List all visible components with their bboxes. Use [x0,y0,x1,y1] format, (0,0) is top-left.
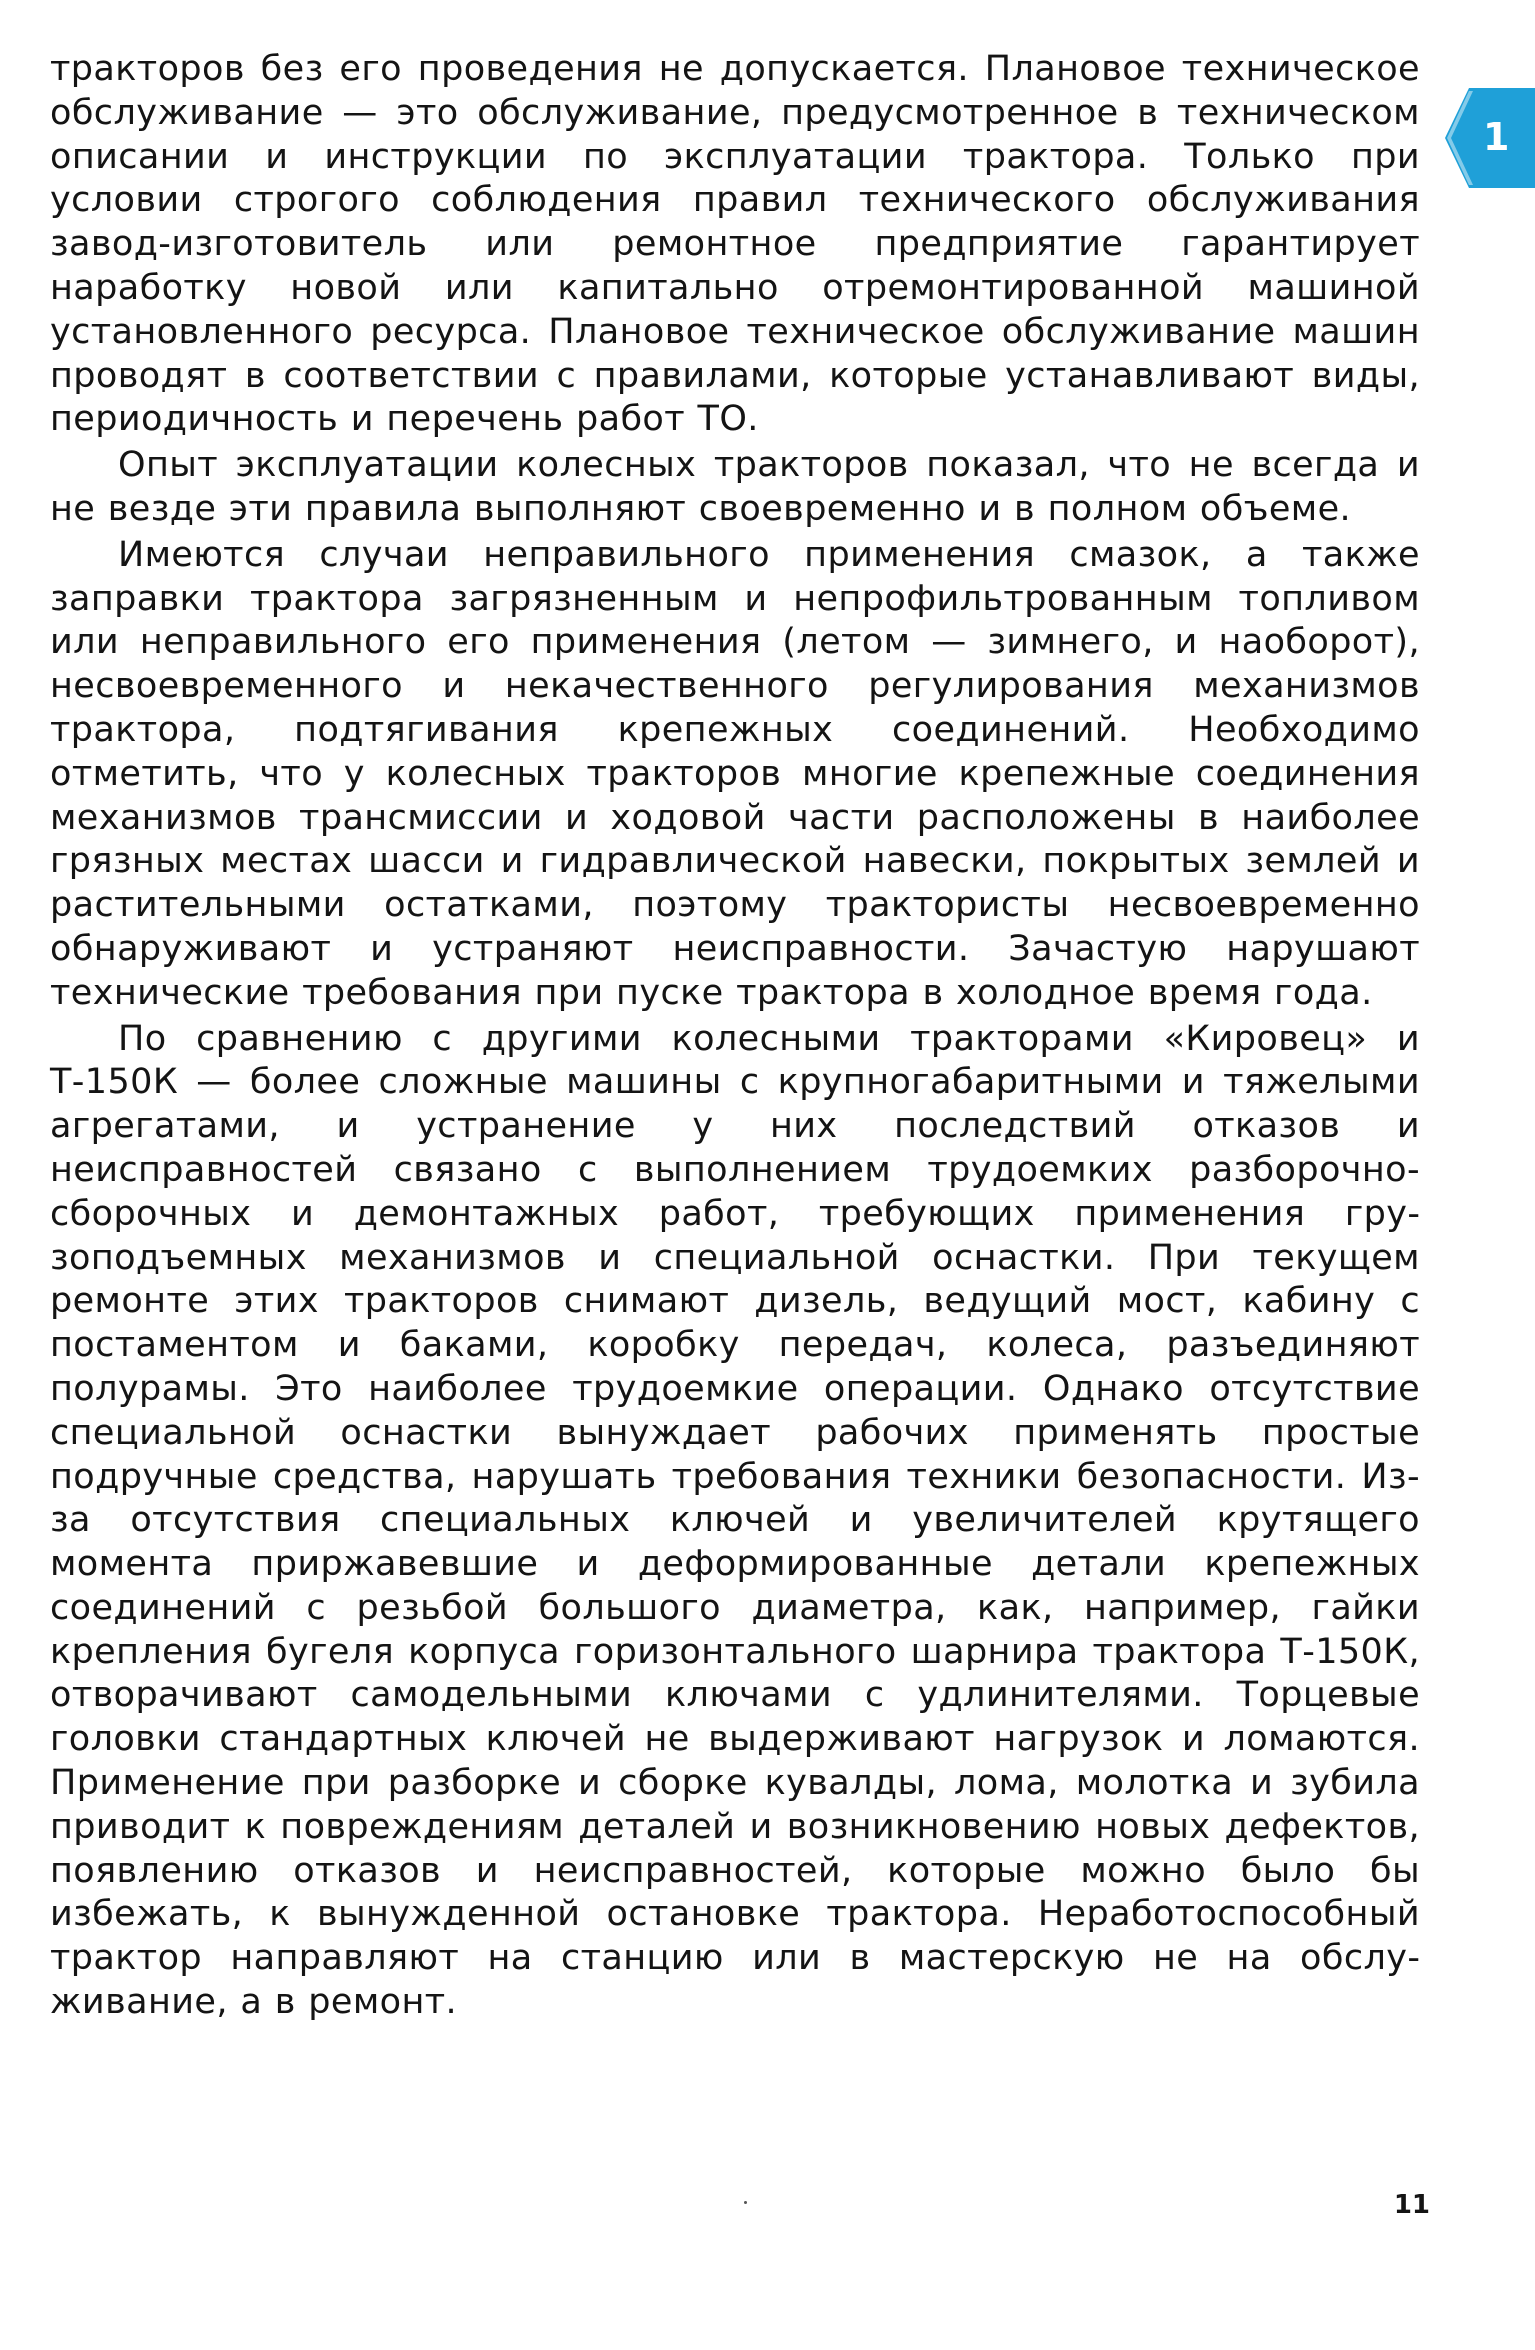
paragraph-1: тракторов без его проведения не допускается. Плановое техническое обслуживание — это обслуживание, предусмотренное в техническом описании и инструкции по эксплуатации трактора. Только при условии строгого соблюдения правил технического обслуживания завод-изготовитель или ремонтное предприятие гарантирует наработку новой или капитально отремонтированной машиной установленного ресурса. Плановое техническое обслуживание машин проводят в соответствии с правилами, которые устанавливают виды, периодичность и перечень работ ТО. [50,49,1420,440]
print-speck [744,2201,747,2204]
page-number: 11 [1393,2190,1430,2220]
chapter-tab [1445,88,1535,188]
paragraph-3: Имеются случаи неправильного применения смазок, а также заправки трактора загрязненным и непрофильтрованным топливом или неправильного его применения (летом — зимнего, и наоборот), несвоевременного и некачественного регулирования механизмов трактора, подтягивания крепежных соединений. Необходимо отметить, что у колесных тракторов многие крепежные соединения механизмов трансмиссии и ходовой части расположены в наиболее грязных местах шасси и гидравлической навески, покрытых землей и растительными остатками, поэтому трактористы несвоевременно обнаруживают и устраняют неисправности. Зачастую нарушают технические требования при пуске трактора в холодное время года. [50,534,1420,1013]
chapter-number: 1 [1483,115,1510,159]
paragraph-4: По сравнению с другими колесными тракторами «Кировец» и Т-150К — более сложные машины с крупногабаритными и тяжелыми агрегатами, и устранение у них последствий отказов и неисправностей связано с выполнением трудоемких разборочно-сборочных и демонтажных работ, требующих применения грузоподъемных механизмов и специальной оснастки. При текущем ремонте этих тракторов снимают дизель, ведущий мост, кабину с постаментом и баками, коробку передач, колеса, разъединяют полурамы. Это наиболее трудоемкие операции. Однако отсутствие специальной оснастки вынуждает рабочих применять простые подручные средства, нарушать требования техники безопасности. Из-за отсутствия специальных ключей и увеличителей крутящего момента приржавевшие и деформированные детали крепежных соединений с резьбой большого диаметра, как, например, гайки крепления бугеля корпуса горизонтального шарнира трактора Т-150К, отворачивают самодельными ключами с удлинителями. Торцевые головки стандартных ключей не выдерживают нагрузок и ломаются. Применение при разборке и сборке кувалды, лома, молотка и зубила приводит к повреждениям деталей и возникновению новых дефектов, появлению отказов и неисправностей, которые можно было бы избежать, к вынужденной остановке трактора. Неработоспособный трактор направляют на станцию или в мастерскую не на обслуживание, а в ремонт. [50,1018,1420,2023]
page-body [50,48,1420,2025]
paragraph-2: Опыт эксплуатации колесных тракторов показал, что не всегда и не везде эти правила выполняют своевременно и в полном объеме. [50,445,1420,529]
